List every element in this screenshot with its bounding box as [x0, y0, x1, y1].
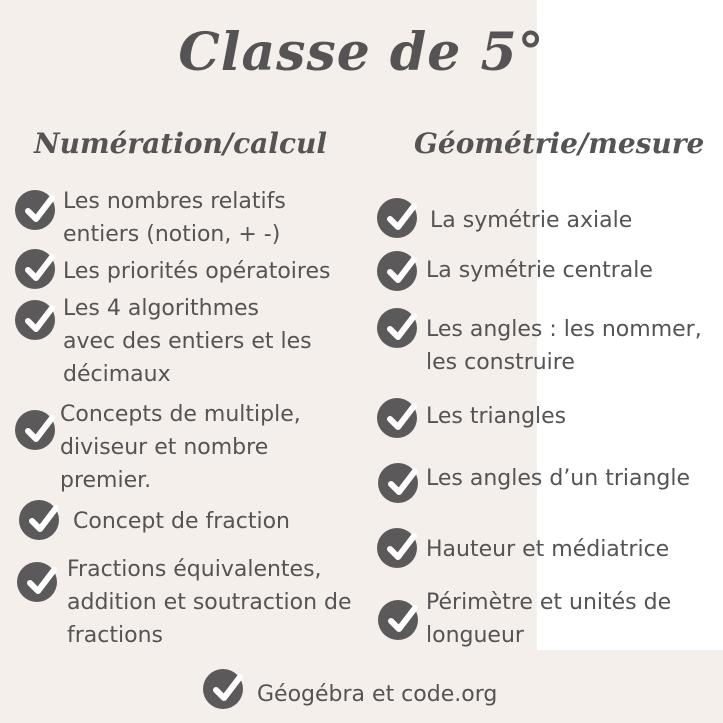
check-circle-icon: [378, 600, 418, 640]
item-label: Les angles : les nommer, les construire: [426, 317, 702, 375]
item-label: Hauteur et médiatrice: [426, 537, 670, 562]
check-circle-icon: [15, 249, 55, 289]
check-circle-icon: [377, 398, 417, 438]
check-circle-icon: [15, 410, 55, 450]
heading-geometrie: Géométrie/mesure: [414, 127, 705, 160]
check-circle-icon: [19, 500, 59, 540]
check-circle-icon: [15, 300, 55, 340]
item-label: Géogébra et code.org: [257, 682, 498, 707]
item-label: Fractions équivalentes, addition et soutraction de fractions: [67, 557, 352, 648]
page-title: Classe de 5°: [178, 22, 545, 83]
item-label: Périmètre et unités de longueur: [426, 590, 672, 648]
item-label: Les nombres relatifs entiers (notion, + -): [63, 189, 286, 247]
item-label: Les triangles: [426, 404, 567, 429]
item-label: Les angles d’un triangle: [426, 466, 691, 491]
item-label: Les priorités opératoires: [63, 259, 331, 284]
check-circle-icon: [203, 669, 243, 709]
check-circle-icon: [377, 198, 417, 238]
item-label: Concept de fraction: [73, 509, 290, 534]
check-circle-icon: [17, 562, 57, 602]
heading-numeration: Numération/calcul: [34, 127, 327, 160]
check-circle-icon: [377, 251, 417, 291]
item-label: La symétrie axiale: [430, 208, 633, 233]
check-circle-icon: [378, 463, 418, 503]
item-label: La symétrie centrale: [426, 258, 653, 283]
check-circle-icon: [15, 190, 55, 230]
check-circle-icon: [377, 308, 417, 348]
check-circle-icon: [377, 528, 417, 568]
item-label: Les 4 algorithmes avec des entiers et les décimaux: [63, 296, 312, 387]
item-label: Concepts de multiple, diviseur et nombre premier.: [60, 402, 301, 493]
